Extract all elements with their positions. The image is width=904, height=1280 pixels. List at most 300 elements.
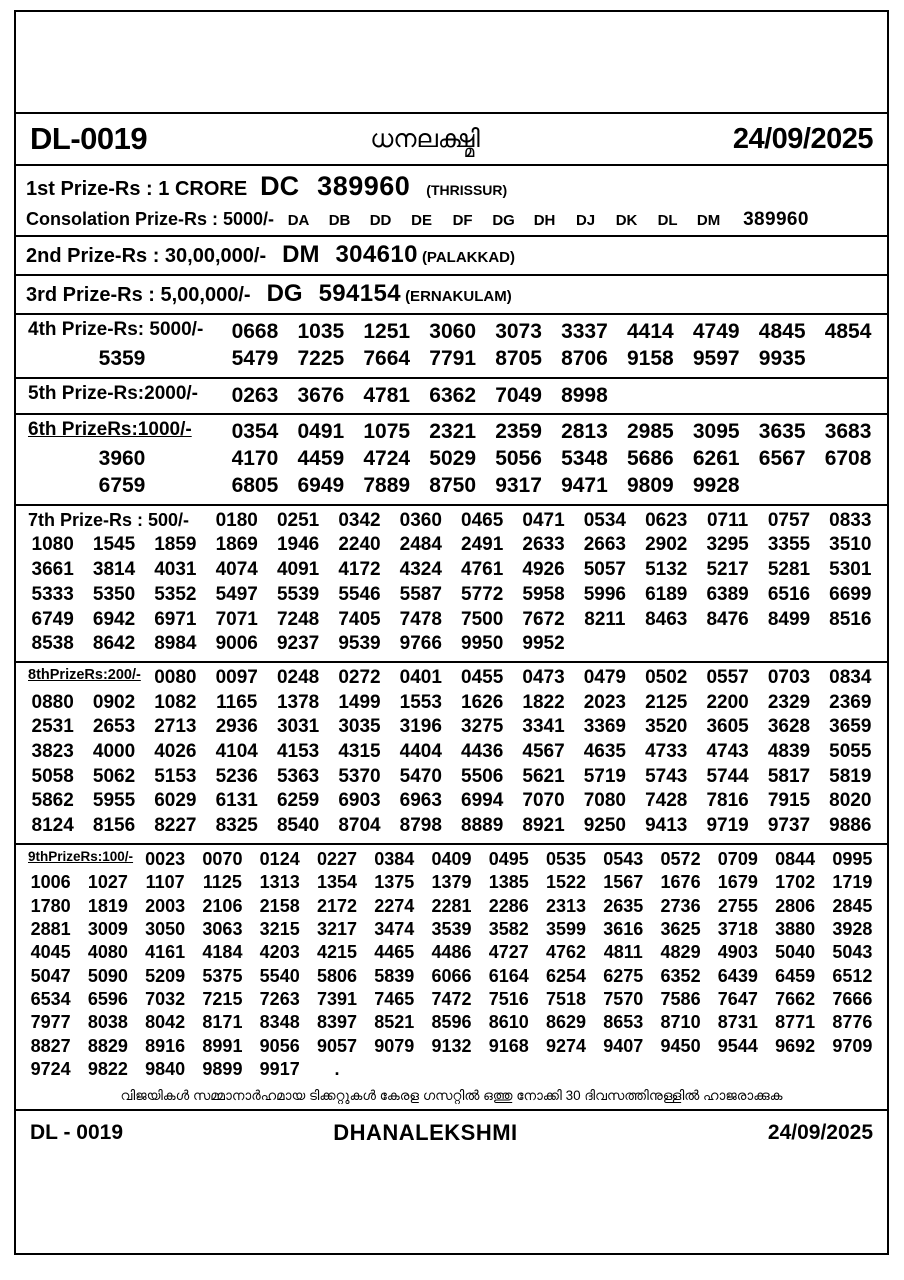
eighth-prize-number: 3196: [399, 716, 442, 738]
seventh-prize-number: 7478: [399, 608, 442, 630]
eighth-prize-number: 9886: [829, 815, 872, 837]
seventh-prize-number: 3814: [92, 559, 136, 581]
seventh-prize-number: 9952: [522, 633, 565, 655]
seventh-prize-number: 5301: [829, 559, 872, 581]
seventh-prize-number: 4074: [215, 559, 258, 581]
ninth-prize-number: 5540: [259, 965, 300, 986]
eighth-prize-number: 4000: [92, 740, 136, 762]
ninth-prize-number: 0227: [316, 848, 357, 869]
eighth-prize-number: 0557: [706, 666, 749, 688]
ninth-prize-number: 1125: [202, 872, 242, 893]
seventh-prize-number: 9006: [215, 633, 258, 655]
sixth-prize-number: 0354: [231, 419, 279, 443]
fourth-prize-number: 0668: [231, 320, 279, 343]
ninth-prize-number: 0543: [603, 848, 644, 869]
ninth-prize-number: 9274: [546, 1035, 587, 1056]
seventh-prize-number: 5497: [215, 583, 258, 605]
seventh-prize-number: 1080: [31, 534, 74, 556]
eighth-prize-number: 5955: [92, 790, 136, 812]
eighth-prize-number: 5506: [461, 765, 504, 787]
third-prize-band: [16, 276, 887, 315]
seventh-prize-number: 6189: [645, 583, 688, 605]
ninth-prize-number: 9917: [259, 1059, 300, 1080]
ninth-prize-number: 3474: [374, 918, 415, 939]
seventh-prize-number: 5546: [338, 583, 381, 605]
ninth-prize-number: 9692: [775, 1035, 816, 1056]
eighth-prize-number: 0080: [154, 666, 197, 688]
consolation-series-code: DL: [657, 212, 678, 229]
seventh-prize-number: 4031: [154, 559, 197, 581]
fourth-prize-number: 1035: [297, 320, 345, 343]
ninth-prize-number: 9840: [145, 1059, 186, 1080]
ninth-prize-number: 9899: [202, 1059, 243, 1080]
seventh-prize-number: 8476: [706, 608, 749, 630]
seventh-prize-number: 2633: [522, 534, 565, 556]
lottery-name-malayalam: ധനലക്ഷ്മി: [370, 124, 480, 153]
ninth-prize-number: 9544: [717, 1035, 758, 1056]
seventh-prize-number: 2240: [338, 534, 381, 556]
eighth-prize-number: 5819: [829, 765, 872, 787]
eighth-prize-number: 0455: [461, 666, 504, 688]
eighth-prize-number: 0880: [31, 691, 74, 713]
ninth-prize-number: 2106: [202, 895, 243, 916]
eighth-prize-number: 4404: [399, 740, 442, 762]
consolation-series-code: DG: [492, 212, 515, 229]
ninth-prize-number: 6254: [546, 965, 587, 986]
ninth-prize-number: 1354: [316, 872, 357, 893]
ninth-prize-number: 8827: [30, 1035, 71, 1056]
sixth-prize-number: 9928: [692, 474, 740, 498]
ninth-prize-number: 0023: [145, 848, 186, 869]
eighth-prize-number: 4567: [522, 740, 565, 762]
ninth-prize-number: 1719: [832, 872, 873, 893]
seventh-prize-number: 4172: [338, 559, 381, 581]
ninth-prize-number: 5090: [87, 965, 128, 986]
ninth-prize-number: 5040: [775, 942, 816, 963]
ninth-prize-number: 5375: [202, 965, 243, 986]
consolation-series-code: DB: [328, 212, 351, 229]
sixth-prize-number: 8750: [429, 474, 476, 498]
eighth-prize-number: 5743: [645, 765, 688, 787]
consolation-prize-number: 389960: [743, 209, 809, 230]
seventh-prize-band: [16, 506, 887, 663]
seventh-prize-number: 2663: [583, 534, 627, 556]
ninth-prize-number: 8629: [546, 1012, 587, 1033]
eighth-prize-number: 1499: [338, 691, 381, 713]
seventh-prize-number: 6942: [92, 608, 136, 630]
eighth-prize-number: 4104: [215, 740, 258, 762]
eighth-prize-number: 0902: [92, 691, 136, 713]
eighth-prize-number: 8156: [92, 815, 136, 837]
sixth-prize-number: 2359: [495, 419, 542, 443]
seventh-prize-number: 3295: [706, 534, 749, 556]
seventh-prize-number: 0360: [399, 509, 442, 531]
ninth-prize-number: 8829: [87, 1035, 128, 1056]
ninth-prize-number: 2286: [488, 895, 529, 916]
eighth-prize-number: 2653: [92, 716, 136, 738]
consolation-prize-row: [16, 206, 887, 235]
eighth-prize-number: 0703: [767, 666, 811, 688]
ninth-prize-number: 4762: [546, 942, 587, 963]
fourth-prize-number: 4845: [758, 320, 806, 343]
eighth-prize-number: 0502: [645, 666, 688, 688]
ninth-prize-number: 2736: [660, 895, 701, 916]
ninth-prize-number: 6352: [660, 965, 701, 986]
first-prize-number: 389960: [317, 171, 411, 201]
ninth-prize-number: 1676: [660, 872, 701, 893]
seventh-prize-grid: [16, 506, 887, 661]
seventh-prize-number: 2902: [645, 534, 688, 556]
ninth-prize-number: 6275: [603, 965, 644, 986]
ninth-prize-number: 0409: [431, 848, 472, 869]
seventh-prize-number: 2491: [461, 534, 504, 556]
ninth-prize-number: 7586: [660, 989, 701, 1010]
ninth-prize-number: 2755: [717, 895, 758, 916]
ninth-prize-number: 7570: [603, 989, 644, 1010]
seventh-prize-number: 6516: [767, 583, 811, 605]
eighth-prize-number: 2329: [767, 691, 811, 713]
eighth-prize-number: 5719: [583, 765, 627, 787]
ninth-prize-number: 7032: [145, 989, 186, 1010]
seventh-prize-number: 8463: [645, 608, 688, 630]
consolation-series-code: DM: [696, 212, 721, 229]
ninth-prize-number: 9450: [660, 1035, 701, 1056]
fifth-prize-number: 3676: [297, 383, 345, 407]
fourth-prize-number: 5479: [231, 347, 279, 371]
seventh-prize-number: 7071: [215, 608, 258, 630]
ninth-prize-number: 1027: [87, 872, 128, 893]
third-prize-label: 3rd Prize-Rs : 5,00,000/-: [26, 284, 251, 306]
seventh-prize-number: 7248: [276, 608, 320, 630]
ninth-prize-number: 9709: [832, 1035, 873, 1056]
ninth-prize-number: 2881: [30, 918, 71, 939]
eighth-prize-number: 8020: [829, 790, 872, 812]
ninth-prize-number: 1567: [603, 872, 644, 893]
ninth-prize-number: 3625: [660, 918, 701, 939]
sixth-prize-number: 0491: [297, 419, 345, 443]
ninth-prize-number: 7518: [546, 989, 587, 1010]
eighth-prize-number: 5370: [338, 765, 381, 787]
sixth-prize-number: 6805: [231, 474, 279, 498]
eighth-prize-number: 6963: [399, 790, 442, 812]
seventh-prize-number: 3355: [767, 534, 811, 556]
ninth-prize-number: 4045: [30, 942, 71, 963]
ninth-prize-number: 6596: [87, 989, 128, 1010]
eighth-prize-number: 5363: [276, 765, 320, 787]
eighth-prize-number: 3369: [583, 716, 627, 738]
result-footer: [16, 1111, 887, 1155]
sixth-prize-number: 5056: [495, 447, 542, 471]
sixth-prize-number: 9317: [495, 474, 542, 498]
ninth-prize-number: 9056: [259, 1035, 300, 1056]
eighth-prize-number: 2125: [645, 691, 688, 713]
eighth-prize-number: 6029: [154, 790, 197, 812]
consolation-series-code: DH: [533, 212, 556, 229]
fourth-prize-number: 7791: [429, 347, 476, 371]
ninth-prize-number: 8038: [87, 1012, 128, 1033]
sixth-prize-number: 7889: [363, 474, 411, 498]
seventh-prize-number: 0251: [276, 509, 320, 531]
first-prize-label: 1st Prize-Rs : 1 CRORE: [26, 178, 248, 200]
eighth-prize-number: 4635: [583, 740, 627, 762]
seventh-prize-number: 5350: [92, 583, 136, 605]
third-prize-number: 594154: [318, 280, 402, 307]
seventh-prize-number: 0757: [767, 509, 811, 531]
claim-note-malayalam: വിജയികൾ സമ്മാനാർഹമായ ടിക്കറ്റുകൾ കേരള ഗസറ്റിൽ ഒത്തു നോക്കി 30 ദിവസത്തിനുള്ളിൽ ഹാജരാക്കുക: [16, 1086, 887, 1111]
eighth-prize-number: 1553: [399, 691, 442, 713]
ninth-prize-number: 9079: [374, 1035, 415, 1056]
seventh-prize-number: 5281: [767, 559, 811, 581]
ninth-prize-number: .: [334, 1059, 340, 1080]
ninth-prize-number: 8610: [488, 1012, 529, 1033]
seventh-prize-number: 4926: [522, 559, 565, 581]
ninth-prize-number: 1679: [717, 872, 758, 893]
eighth-prize-number: 5055: [829, 740, 872, 762]
sixth-prize-number: 6261: [692, 447, 740, 471]
eighth-prize-number: 6131: [215, 790, 258, 812]
consolation-series-code: DF: [452, 212, 473, 229]
ninth-prize-number: 0384: [374, 848, 415, 869]
ninth-prize-number: 4184: [202, 942, 243, 963]
ninth-prize-number: 3050: [145, 918, 186, 939]
ninth-prize-number: 4161: [145, 942, 186, 963]
sixth-prize-number: 3960: [98, 447, 146, 471]
ninth-prize-number: 7465: [374, 989, 415, 1010]
seventh-prize-number: 4324: [399, 559, 442, 581]
ninth-prize-number: 6512: [832, 965, 873, 986]
footer-lottery-name: DHANALEKSHMI: [333, 1119, 518, 1145]
consolation-series-code: DA: [287, 212, 310, 229]
eighth-prize-number: 2713: [154, 716, 197, 738]
sixth-prize-number: 6708: [824, 447, 872, 471]
seventh-prize-number: 5772: [461, 583, 504, 605]
seventh-prize-number: 5132: [645, 559, 688, 581]
ninth-prize-number: 8771: [775, 1012, 816, 1033]
second-prize-series: DM: [282, 241, 320, 268]
ninth-prize-number: 7215: [202, 989, 243, 1010]
ninth-prize-number: 9724: [30, 1059, 71, 1080]
seventh-prize-number: 8211: [584, 608, 626, 630]
ninth-prize-number: 3217: [316, 918, 357, 939]
eighth-prize-number: 0473: [522, 666, 565, 688]
ninth-prize-number: 8710: [660, 1012, 701, 1033]
eighth-prize-number: 8704: [338, 815, 381, 837]
eighth-prize-number: 3031: [276, 716, 320, 738]
eighth-prize-number: 1822: [522, 691, 565, 713]
seventh-prize-number: 2484: [399, 534, 442, 556]
ninth-prize-number: 2281: [431, 895, 472, 916]
eighth-prize-number: 8798: [399, 815, 442, 837]
ninth-prize-number: 1375: [374, 872, 415, 893]
ninth-prize-number: 2158: [259, 895, 300, 916]
eighth-prize-number: 3605: [706, 716, 749, 738]
sixth-prize-number: 4459: [297, 447, 345, 471]
seventh-prize-number: 5996: [583, 583, 627, 605]
ninth-prize-number: 1780: [30, 895, 71, 916]
ninth-prize-number: 4811: [603, 942, 643, 963]
eighth-prize-number: 3275: [461, 716, 504, 738]
fourth-prize-number: 1251: [363, 320, 411, 343]
seventh-prize-number: 5352: [154, 583, 197, 605]
ninth-prize-number: 4903: [717, 942, 758, 963]
ninth-prize-number: 1819: [87, 895, 128, 916]
ninth-prize-number: 0995: [832, 848, 873, 869]
ninth-prize-number: 3880: [775, 918, 816, 939]
ninth-prize-number: 8991: [202, 1035, 243, 1056]
seventh-prize-number: 1545: [92, 534, 136, 556]
eighth-prize-number: 2200: [706, 691, 749, 713]
ninth-prize-number: 5047: [30, 965, 71, 986]
eighth-prize-number: 6994: [461, 790, 504, 812]
consolation-prize-label: Consolation Prize-Rs : 5000/-: [26, 209, 275, 229]
seventh-prize-number: 9237: [276, 633, 320, 655]
eighth-prize-number: 6259: [276, 790, 320, 812]
sixth-prize-number: 5348: [561, 447, 608, 471]
ninth-prize-number: 6459: [775, 965, 816, 986]
second-prize-row: [16, 237, 887, 274]
sixth-prize-number: 4724: [363, 447, 411, 471]
seventh-prize-number: 1859: [154, 534, 197, 556]
ninth-prize-number: 8397: [316, 1012, 357, 1033]
eighth-prize-number: 0834: [829, 666, 872, 688]
ninth-prize-number: 2172: [316, 895, 357, 916]
first-prize-row: [16, 166, 887, 206]
sixth-prize-number: 9809: [626, 474, 674, 498]
seventh-prize-number: 0833: [829, 509, 872, 531]
seventh-prize-number: 0465: [461, 509, 504, 531]
ninth-prize-number: 2003: [145, 895, 186, 916]
fourth-prize-number: 3060: [429, 320, 476, 343]
fifth-prize-grid: [16, 379, 887, 413]
sixth-prize-label: 6th PrizeRs:1000/-: [28, 418, 192, 440]
fourth-prize-number: 9158: [626, 347, 674, 371]
fourth-prize-number: 3073: [495, 320, 542, 343]
fourth-prize-grid: [16, 315, 887, 377]
ninth-prize-number: 4465: [374, 942, 415, 963]
seventh-prize-number: 8499: [767, 608, 811, 630]
seventh-prize-number: 0623: [645, 509, 688, 531]
ninth-prize-number: 8521: [374, 1012, 415, 1033]
fourth-prize-number: 8706: [561, 347, 608, 371]
seventh-prize-number: 7672: [522, 608, 565, 630]
eighth-prize-number: 5470: [399, 765, 442, 787]
eighth-prize-number: 7080: [583, 790, 627, 812]
seventh-prize-number: 5057: [583, 559, 627, 581]
ninth-prize-number: 3718: [717, 918, 758, 939]
ninth-prize-number: 1379: [431, 872, 472, 893]
ninth-prize-number: 1313: [259, 872, 300, 893]
fourth-prize-number: 8705: [495, 347, 542, 371]
fourth-prize-number: 9597: [692, 347, 740, 371]
ninth-prize-number: 7391: [316, 989, 357, 1010]
eighth-prize-number: 4436: [461, 740, 504, 762]
ninth-prize-number: 4486: [431, 942, 472, 963]
fourth-prize-number: 9935: [758, 347, 806, 371]
ninth-prize-number: 1522: [546, 872, 587, 893]
consolation-series-code: DK: [615, 212, 638, 229]
ninth-prize-number: 0572: [660, 848, 701, 869]
consolation-series-code: DD: [369, 212, 392, 229]
eighth-prize-number: 0248: [276, 666, 320, 688]
ninth-prize-number: 9168: [488, 1035, 529, 1056]
eighth-prize-number: 1378: [276, 691, 320, 713]
ninth-prize-number: 2274: [374, 895, 415, 916]
ninth-prize-number: 9407: [603, 1035, 644, 1056]
eighth-prize-band: [16, 663, 887, 845]
seventh-prize-number: 0471: [522, 509, 565, 531]
fourth-prize-number: 4749: [692, 320, 740, 343]
seventh-prize-number: 6389: [706, 583, 749, 605]
eighth-prize-number: 8227: [154, 815, 197, 837]
ninth-prize-number: 3063: [202, 918, 243, 939]
first-prize-band: [16, 166, 887, 237]
second-prize-number: 304610: [335, 241, 418, 268]
eighth-prize-number: 3659: [829, 716, 872, 738]
lottery-result-sheet: [14, 10, 889, 1255]
ninth-prize-number: 8776: [832, 1012, 873, 1033]
ninth-prize-label: 9thPrizeRs:100/-: [28, 848, 134, 864]
second-prize-label: 2nd Prize-Rs : 30,00,000/-: [26, 245, 267, 267]
sixth-prize-number: 2813: [561, 419, 608, 443]
sixth-prize-number: 6949: [297, 474, 345, 498]
seventh-prize-number: 5539: [276, 583, 320, 605]
eighth-prize-label: 8thPrizeRs:200/-: [28, 666, 141, 683]
eighth-prize-number: 0401: [399, 666, 442, 688]
ninth-prize-number: 3582: [488, 918, 529, 939]
second-prize-place: (PALAKKAD): [421, 249, 515, 266]
seventh-prize-number: 9539: [338, 633, 381, 655]
seventh-prize-number: 0711: [706, 509, 749, 531]
ninth-prize-number: 6164: [488, 965, 529, 986]
ninth-prize-number: 8171: [202, 1012, 243, 1033]
eighth-prize-number: 5058: [31, 765, 74, 787]
ninth-prize-number: 2635: [603, 895, 644, 916]
sixth-prize-number: 2985: [626, 419, 674, 443]
ninth-prize-number: 0844: [775, 848, 816, 869]
footer-draw-date: 24/09/2025: [767, 1120, 873, 1144]
eighth-prize-number: 7070: [522, 790, 565, 812]
eighth-prize-number: 7428: [645, 790, 688, 812]
ninth-prize-number: 8653: [603, 1012, 644, 1033]
eighth-prize-number: 7915: [767, 790, 811, 812]
seventh-prize-number: 7405: [338, 608, 381, 630]
ninth-prize-number: 6439: [717, 965, 758, 986]
ninth-prize-number: 4829: [660, 942, 701, 963]
eighth-prize-number: 5744: [706, 765, 749, 787]
ninth-prize-number: 1702: [775, 872, 816, 893]
fifth-prize-number: 6362: [429, 383, 476, 407]
ninth-prize-number: 7472: [431, 989, 472, 1010]
ninth-prize-number: 3215: [259, 918, 300, 939]
sixth-prize-number: 3635: [758, 419, 806, 443]
ninth-prize-number: 4203: [259, 942, 300, 963]
seventh-prize-number: 5958: [522, 583, 565, 605]
eighth-prize-number: 5062: [92, 765, 136, 787]
seventh-prize-number: 5333: [31, 583, 74, 605]
sixth-prize-grid: [16, 415, 887, 504]
eighth-prize-number: 8540: [276, 815, 320, 837]
seventh-prize-label: 7th Prize-Rs : 500/-: [28, 509, 190, 530]
eighth-prize-number: 4153: [276, 740, 320, 762]
ninth-prize-number: 3616: [603, 918, 644, 939]
ninth-prize-number: 8348: [259, 1012, 300, 1033]
fourth-prize-number: 7225: [297, 347, 345, 371]
ninth-prize-number: 3539: [431, 918, 472, 939]
ninth-prize-number: 5806: [316, 965, 357, 986]
eighth-prize-number: 2936: [215, 716, 258, 738]
seventh-prize-number: 5587: [399, 583, 442, 605]
fourth-prize-number: 3337: [561, 320, 608, 343]
